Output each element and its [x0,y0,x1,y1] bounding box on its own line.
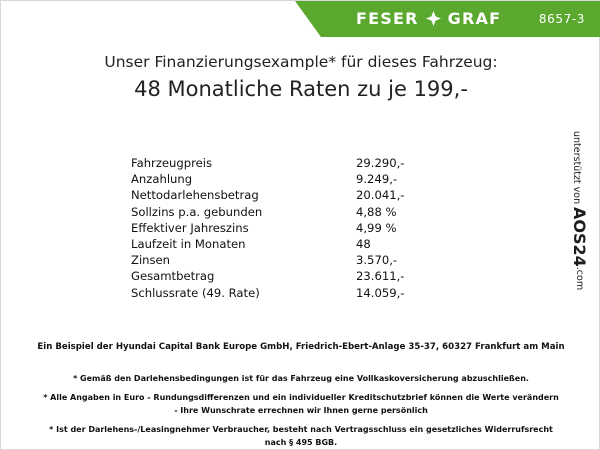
row-value: 4,99 % [356,220,397,235]
row-value: 14.059,- [356,285,405,300]
row-label: Nettodarlehensbetrag [131,188,259,203]
legal-note-4: * Ist der Darlehens-/Leasingnehmer Verbraucher, besteht nach Vertragsschluss ein gesetzliches Widerrufsrecht [49,424,553,434]
table-row [131,285,461,301]
page-subtitle: 48 Monatliche Raten zu je 199,- [134,77,468,101]
row-value: 48 [356,237,371,252]
row-label: Effektiver Jahreszins [131,220,249,235]
brand-logo [356,9,501,28]
aos24-logo-text: AOS24 [570,207,589,267]
row-label: Sollzins p.a. gebunden [131,204,263,219]
sidebar-credit [571,131,593,311]
page-header [1,1,600,37]
legal-note-2: * Alle Angaben in Euro - Rundungsdifferenzen und ein individueller Kreditschutzbrief können die Werte verändern [43,392,559,402]
bank-disclaimer: Ein Beispiel der Hyundai Capital Bank Europe GmbH, Friedrich-Ebert-Anlage 35-37, 60327 Frankfurt am Main [37,342,565,352]
legal-note-3: - Ihre Wunschrate errechnen wir Ihnen gerne persönlich [174,406,428,415]
table-row [131,171,461,187]
table-row [131,220,461,236]
legal-note-1: * Gemäß den Darlehensbedingungen ist für das Fahrzeug eine Vollkaskoversicherung abzuschließen. [73,374,529,383]
table-row [131,187,461,203]
dealer-id: 8657-3 [538,12,585,26]
brand-name-left: FESER [356,9,419,28]
row-value: 9.249,- [356,172,398,187]
row-value: 3.570,- [356,253,398,268]
row-label: Anzahlung [131,172,193,187]
row-value: 4,88 % [356,204,397,219]
page-title: Unser Finanzierungsexample* für dieses Fahrzeug: [104,53,498,71]
row-label: Schlussrate (49. Rate) [131,285,260,300]
row-value: 20.041,- [356,188,405,203]
brand-name-right: GRAF [447,9,502,28]
cross-icon [426,11,441,26]
row-label: Fahrzeugpreis [131,156,213,170]
aos24-logo [570,207,589,290]
legal-note-5: nach § 495 BGB. [264,438,338,447]
supported-by-label: unterstützt von [571,131,582,205]
finance-table [131,155,461,301]
row-label: Gesamtbetrag [131,269,215,284]
table-row [131,268,461,284]
row-value: 29.290,- [356,156,405,170]
table-row [131,155,461,171]
table-row [131,204,461,220]
table-row [131,252,461,268]
row-label: Laufzeit in Monaten [131,237,246,252]
row-value: 23.611,- [356,269,405,284]
table-row [131,236,461,252]
aos24-logo-domain: .com [574,266,585,291]
legal-notes [1,372,600,450]
row-label: Zinsen [131,253,171,268]
